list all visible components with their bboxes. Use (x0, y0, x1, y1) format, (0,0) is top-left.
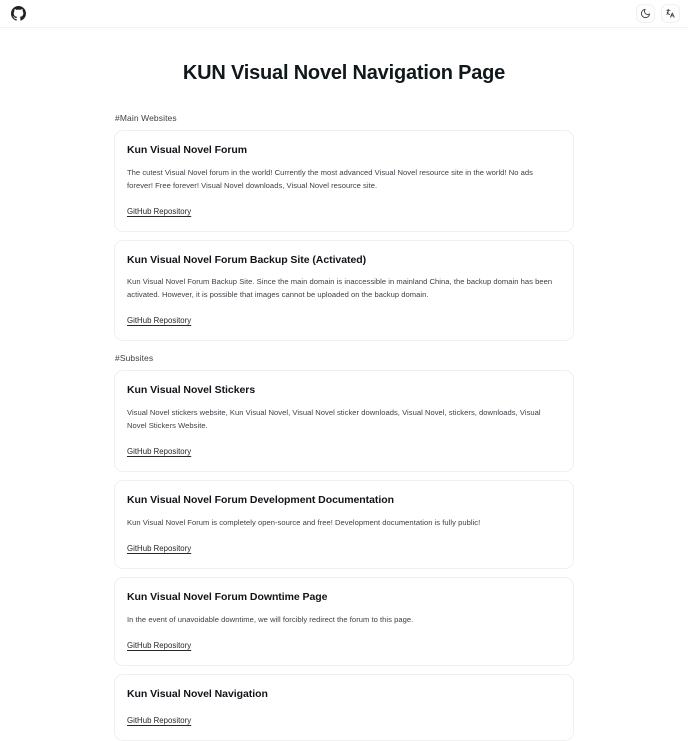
github-repository-link[interactable]: GitHub Repository (127, 543, 192, 553)
card-development-documentation[interactable] (114, 480, 574, 569)
content-container (114, 113, 574, 741)
card-description: Kun Visual Novel Forum is completely open-source and free! Development documentation is fully public! (127, 517, 481, 527)
card-kun-visual-novel-forum[interactable] (114, 130, 574, 232)
card-title: Kun Visual Novel Forum Downtime Page (127, 590, 328, 603)
card-kun-visual-novel-navigation[interactable] (114, 674, 574, 741)
card-title: Kun Visual Novel Forum Development Documentation (127, 494, 394, 507)
moon-icon[interactable] (636, 4, 655, 23)
card-title: Kun Visual Novel Forum Backup Site (Activated) (127, 253, 367, 266)
card-downtime-page[interactable] (114, 577, 574, 666)
card-kun-visual-novel-forum-backup-site[interactable] (114, 240, 574, 342)
header-right-group (636, 4, 680, 23)
github-repository-link[interactable]: GitHub Repository (127, 316, 192, 326)
card-description: In the event of unavoidable downtime, we will forcibly redirect the forum to this page. (127, 614, 414, 624)
page-body (0, 60, 688, 726)
github-logo-icon[interactable] (8, 4, 28, 24)
card-description: The cutest Visual Novel forum in the world! Currently the most advanced Visual Novel resource site in the world! No ads forever! Free forever! Visual Novel downloads, Visual Novel resource site. (127, 167, 533, 190)
card-description: Kun Visual Novel Forum Backup Site. Since the main domain is inaccessible in mainland China, the backup domain has been activated. However, it is possible that images cannot be uploaded on the backup domain. (127, 277, 553, 300)
github-repository-link[interactable]: GitHub Repository (127, 206, 192, 216)
card-kun-visual-novel-stickers[interactable] (114, 370, 574, 472)
site-header (0, 0, 688, 28)
github-repository-link[interactable]: GitHub Repository (127, 447, 192, 457)
page-title: KUN Visual Novel Navigation Page (182, 62, 506, 84)
card-title: Kun Visual Novel Stickers (127, 384, 256, 397)
card-description: Visual Novel stickers website, Kun Visual Novel, Visual Novel sticker downloads, Visual Novel, stickers, downloads, Visual Novel Stickers Website. (127, 408, 541, 431)
card-title: Kun Visual Novel Forum (127, 144, 248, 156)
section-subsites (114, 353, 574, 741)
header-left-group (8, 4, 28, 24)
translate-icon[interactable] (661, 4, 680, 23)
card-title: Kun Visual Novel Navigation (127, 687, 268, 700)
github-repository-link[interactable]: GitHub Repository (127, 716, 192, 726)
github-repository-link[interactable]: GitHub Repository (127, 640, 192, 650)
section-label: #Subsites (115, 353, 154, 364)
section-label: #Main Websites (115, 113, 177, 123)
section-main-websites (114, 113, 574, 341)
